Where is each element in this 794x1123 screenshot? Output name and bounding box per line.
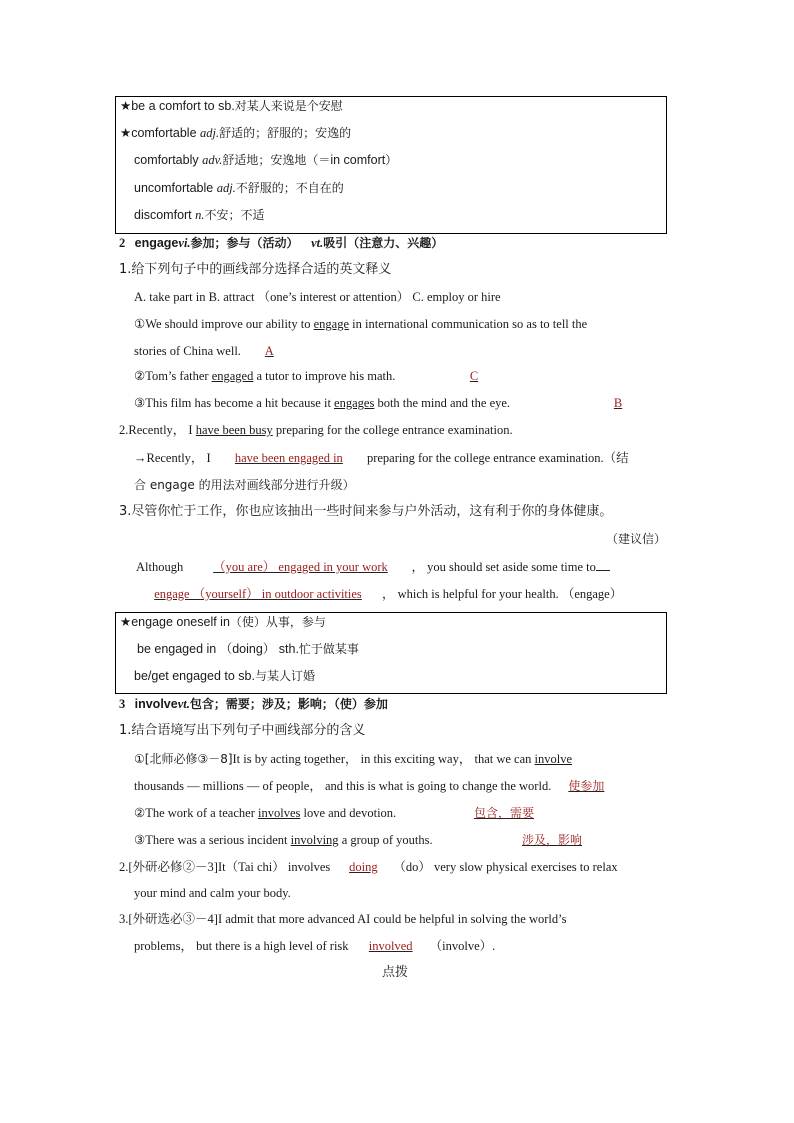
involve-q1c: ③There was a serious incident involving a group of youths.	[134, 833, 433, 847]
engage-q2a: 2.Recently， I have been busy preparing for the college entrance examination.	[119, 423, 513, 437]
engage-q1-title: 1.给下列句子中的画线部分选择合适的英文释义	[119, 262, 392, 277]
engage-q2b: →Recently， I have been engaged in preparing for the college entrance examination.（结	[134, 451, 629, 465]
involve-q2b: your mind and calm your body.	[134, 886, 291, 900]
answer-blank[interactable]: 包含，需要	[473, 806, 534, 820]
comfort-line-3: comfortably adv.舒适地；安逸地（＝in comfort）	[134, 153, 398, 167]
engage-q3b: engage （yourself） in outdoor activities ， which is helpful for your health. （engage）	[134, 586, 622, 602]
involve-q1a-cont: thousands — millions — of people， and this is what is going to change the world. 使参加	[134, 778, 621, 794]
involve-q1-title: 1.结合语境写出下列句子中画线部分的含义	[119, 723, 366, 738]
engage-q3-note: （建议信）	[606, 532, 667, 546]
section-engage-heading: 2 engagevi.参加；参与（活动） vt.吸引（注意力、兴趣）	[119, 236, 444, 250]
engage-phrase-3: be/get engaged to sb.与某人订婚	[134, 669, 315, 683]
answer-blank[interactable]: 使参加	[568, 779, 605, 793]
answer-blank[interactable]: A	[264, 344, 274, 358]
involve-q1b: ②The work of a teacher involves love and devotion.	[134, 806, 397, 820]
footer-note: 点拨	[382, 965, 409, 980]
engage-q2c: 合 engage 的用法对画线部分进行升级）	[134, 478, 355, 492]
involve-q3a: 3.[外研选必③－4]I admit that more advanced AI could be helpful in solving the world’s	[119, 912, 567, 926]
involve-q2a: 2.[外研必修②－3]It（Tai chi） involves doing （do） very slow physical exercises to relax	[119, 860, 618, 874]
answer-blank[interactable]: （you are） engaged in your work	[213, 560, 388, 574]
comfort-line-4: uncomfortable adj.不舒服的；不自在的	[134, 181, 344, 195]
engage-q1a-cont: stories of China well. A	[134, 343, 288, 359]
involve-q3b: problems， but there is a high level of risk involved （involve）.	[134, 939, 496, 953]
comfort-line-2: ★comfortable adj.舒适的；舒服的；安逸的	[120, 126, 352, 140]
section-involve-heading: 3 involvevt.包含；需要；涉及；影响；（使）参加	[119, 697, 388, 711]
engage-q1c: ③This film has become a hit because it engages both the mind and the eye.	[134, 396, 511, 410]
answer-blank[interactable]: B	[613, 396, 623, 410]
involve-q1a: ①[北师必修③－8]It is by acting together， in this exciting way， that we can involve	[134, 752, 573, 766]
answer-blank[interactable]: doing	[349, 860, 378, 874]
answer-blank[interactable]: 涉及，影响	[521, 833, 582, 847]
answer-blank[interactable]: C	[469, 369, 479, 383]
engage-q1-options: A. take part in B. attract （one’s interest or attention） C. employ or hire	[134, 290, 501, 304]
answer-blank[interactable]: have been engaged in	[234, 451, 343, 465]
engage-q3-prompt: 3.尽管你忙于工作，你也应该抽出一些时间来参与户外活动，这有利于你的身体健康。	[119, 504, 613, 519]
answer-blank[interactable]: involved	[368, 939, 413, 953]
comfort-line-1: ★be a comfort to sb.对某人来说是个安慰	[120, 99, 343, 113]
engage-q1b: ②Tom’s father engaged a tutor to improve his math.	[134, 369, 396, 383]
engage-phrase-1: ★engage oneself in（使）从事，参与	[120, 615, 326, 629]
comfort-line-5: discomfort n.不安；不适	[134, 208, 265, 222]
engage-q1a: ①We should improve our ability to engage in international communication so as to tell the	[134, 317, 588, 331]
answer-blank[interactable]: engage （yourself） in outdoor activities	[154, 587, 362, 601]
engage-phrase-2: be engaged in （doing） sth.忙于做某事	[137, 642, 359, 656]
engage-q3a: Although （you are） engaged in your work ， you should set aside some time to	[136, 558, 610, 575]
